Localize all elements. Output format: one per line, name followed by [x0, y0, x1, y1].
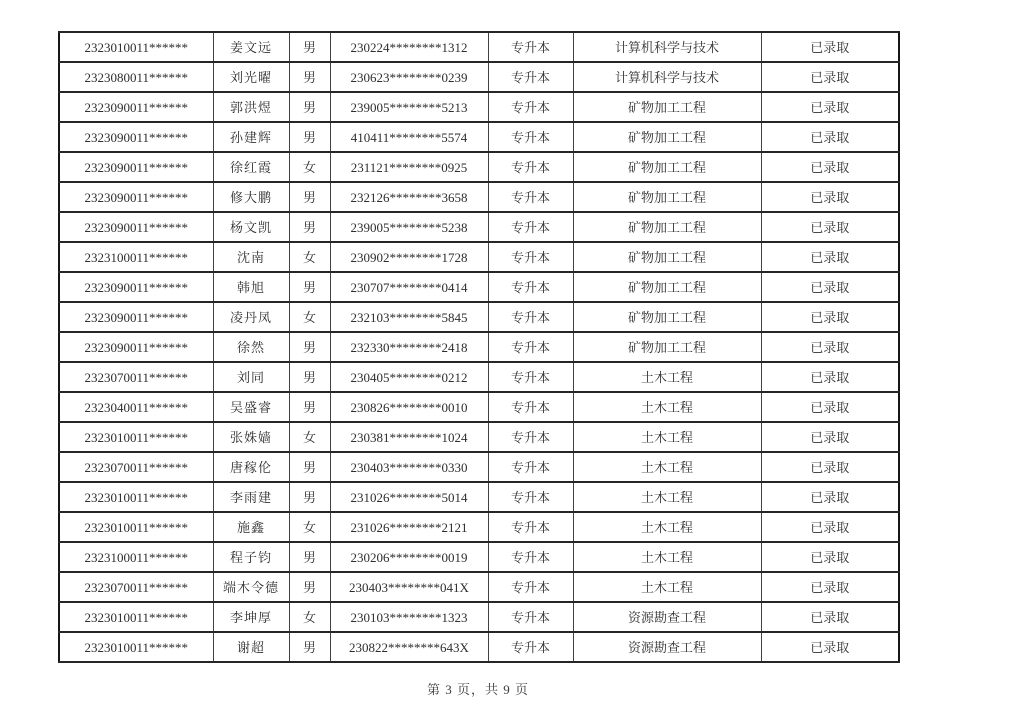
cell-exam-type: 专升本 — [488, 182, 573, 212]
cell-status: 已录取 — [761, 182, 899, 212]
cell-status: 已录取 — [761, 512, 899, 542]
cell-name: 刘光曜 — [213, 62, 289, 92]
cell-exam-type: 专升本 — [488, 122, 573, 152]
cell-gender: 男 — [289, 272, 330, 302]
cell-status: 已录取 — [761, 452, 899, 482]
cell-student-id: 2323010011****** — [59, 602, 213, 632]
page-indicator: 第 3 页，共 9 页 — [426, 682, 529, 697]
cell-exam-type: 专升本 — [488, 422, 573, 452]
cell-gender: 男 — [289, 572, 330, 602]
cell-id-card: 230206********0019 — [330, 542, 488, 572]
cell-major: 土木工程 — [573, 362, 761, 392]
cell-gender: 女 — [289, 302, 330, 332]
cell-student-id: 2323010011****** — [59, 482, 213, 512]
cell-status: 已录取 — [761, 122, 899, 152]
cell-id-card: 230822********643X — [330, 632, 488, 662]
cell-id-card: 232126********3658 — [330, 182, 488, 212]
cell-student-id: 2323070011****** — [59, 452, 213, 482]
cell-id-card: 232103********5845 — [330, 302, 488, 332]
cell-exam-type: 专升本 — [488, 482, 573, 512]
cell-status: 已录取 — [761, 332, 899, 362]
cell-student-id: 2323090011****** — [59, 302, 213, 332]
cell-id-card: 239005********5238 — [330, 212, 488, 242]
cell-exam-type: 专升本 — [488, 602, 573, 632]
table-row — [59, 482, 899, 512]
cell-student-id: 2323100011****** — [59, 542, 213, 572]
table-row — [59, 452, 899, 482]
cell-gender: 女 — [289, 512, 330, 542]
cell-gender: 男 — [289, 62, 330, 92]
cell-status: 已录取 — [761, 482, 899, 512]
table-row — [59, 302, 899, 332]
cell-name: 刘同 — [213, 362, 289, 392]
table-row — [59, 362, 899, 392]
cell-gender: 女 — [289, 242, 330, 272]
cell-major: 土木工程 — [573, 452, 761, 482]
cell-major: 计算机科学与技术 — [573, 62, 761, 92]
cell-name: 孙建辉 — [213, 122, 289, 152]
table-row — [59, 602, 899, 632]
cell-student-id: 2323090011****** — [59, 332, 213, 362]
cell-student-id: 2323010011****** — [59, 422, 213, 452]
table-row — [59, 242, 899, 272]
cell-id-card: 410411********5574 — [330, 122, 488, 152]
cell-name: 凌丹凤 — [213, 302, 289, 332]
cell-student-id: 2323080011****** — [59, 62, 213, 92]
cell-status: 已录取 — [761, 302, 899, 332]
cell-gender: 男 — [289, 392, 330, 422]
cell-status: 已录取 — [761, 212, 899, 242]
cell-status: 已录取 — [761, 602, 899, 632]
cell-exam-type: 专升本 — [488, 392, 573, 422]
cell-exam-type: 专升本 — [488, 152, 573, 182]
cell-name: 谢超 — [213, 632, 289, 662]
table-body — [59, 32, 899, 662]
cell-gender: 男 — [289, 362, 330, 392]
cell-major: 矿物加工工程 — [573, 212, 761, 242]
cell-id-card: 239005********5213 — [330, 92, 488, 122]
cell-exam-type: 专升本 — [488, 272, 573, 302]
page-footer — [58, 679, 898, 698]
table-row — [59, 632, 899, 662]
cell-name: 唐稼伦 — [213, 452, 289, 482]
cell-status: 已录取 — [761, 362, 899, 392]
cell-gender: 女 — [289, 602, 330, 632]
cell-status: 已录取 — [761, 392, 899, 422]
table-row — [59, 422, 899, 452]
table-row — [59, 62, 899, 92]
cell-major: 土木工程 — [573, 482, 761, 512]
cell-status: 已录取 — [761, 32, 899, 62]
cell-id-card: 230405********0212 — [330, 362, 488, 392]
cell-exam-type: 专升本 — [488, 362, 573, 392]
cell-id-card: 230826********0010 — [330, 392, 488, 422]
cell-status: 已录取 — [761, 242, 899, 272]
cell-name: 姜文远 — [213, 32, 289, 62]
table-row — [59, 572, 899, 602]
cell-name: 李雨建 — [213, 482, 289, 512]
table-row — [59, 182, 899, 212]
cell-gender: 男 — [289, 32, 330, 62]
cell-major: 土木工程 — [573, 422, 761, 452]
cell-id-card: 231026********2121 — [330, 512, 488, 542]
cell-gender: 男 — [289, 122, 330, 152]
cell-id-card: 232330********2418 — [330, 332, 488, 362]
cell-student-id: 2323090011****** — [59, 152, 213, 182]
cell-major: 矿物加工工程 — [573, 242, 761, 272]
cell-name: 李坤厚 — [213, 602, 289, 632]
cell-status: 已录取 — [761, 632, 899, 662]
cell-major: 资源勘查工程 — [573, 602, 761, 632]
cell-exam-type: 专升本 — [488, 572, 573, 602]
table-row — [59, 32, 899, 62]
cell-major: 矿物加工工程 — [573, 182, 761, 212]
cell-student-id: 2323100011****** — [59, 242, 213, 272]
cell-id-card: 230623********0239 — [330, 62, 488, 92]
cell-exam-type: 专升本 — [488, 92, 573, 122]
cell-id-card: 230403********041X — [330, 572, 488, 602]
cell-name: 韩旭 — [213, 272, 289, 302]
cell-exam-type: 专升本 — [488, 332, 573, 362]
cell-status: 已录取 — [761, 572, 899, 602]
cell-name: 徐然 — [213, 332, 289, 362]
cell-name: 施鑫 — [213, 512, 289, 542]
cell-id-card: 230381********1024 — [330, 422, 488, 452]
cell-student-id: 2323070011****** — [59, 362, 213, 392]
cell-exam-type: 专升本 — [488, 242, 573, 272]
cell-status: 已录取 — [761, 422, 899, 452]
cell-student-id: 2323010011****** — [59, 32, 213, 62]
table-row — [59, 392, 899, 422]
cell-gender: 男 — [289, 332, 330, 362]
cell-id-card: 230103********1323 — [330, 602, 488, 632]
cell-exam-type: 专升本 — [488, 632, 573, 662]
cell-name: 修大鹏 — [213, 182, 289, 212]
cell-student-id: 2323090011****** — [59, 272, 213, 302]
cell-gender: 女 — [289, 422, 330, 452]
cell-gender: 男 — [289, 542, 330, 572]
cell-student-id: 2323090011****** — [59, 182, 213, 212]
cell-status: 已录取 — [761, 92, 899, 122]
cell-gender: 女 — [289, 152, 330, 182]
cell-name: 沈南 — [213, 242, 289, 272]
cell-status: 已录取 — [761, 62, 899, 92]
cell-name: 吴盛睿 — [213, 392, 289, 422]
cell-gender: 男 — [289, 212, 330, 242]
cell-major: 矿物加工工程 — [573, 332, 761, 362]
cell-student-id: 2323070011****** — [59, 572, 213, 602]
cell-exam-type: 专升本 — [488, 512, 573, 542]
cell-major: 矿物加工工程 — [573, 302, 761, 332]
table-row — [59, 152, 899, 182]
cell-gender: 男 — [289, 92, 330, 122]
cell-major: 计算机科学与技术 — [573, 32, 761, 62]
cell-name: 程子钧 — [213, 542, 289, 572]
cell-gender: 男 — [289, 632, 330, 662]
cell-student-id: 2323010011****** — [59, 512, 213, 542]
table-row — [59, 122, 899, 152]
cell-major: 土木工程 — [573, 392, 761, 422]
cell-gender: 男 — [289, 182, 330, 212]
cell-major: 矿物加工工程 — [573, 272, 761, 302]
cell-gender: 男 — [289, 482, 330, 512]
cell-student-id: 2323010011****** — [59, 632, 213, 662]
cell-name: 郭洪煜 — [213, 92, 289, 122]
table-row — [59, 212, 899, 242]
cell-exam-type: 专升本 — [488, 542, 573, 572]
cell-major: 土木工程 — [573, 542, 761, 572]
cell-exam-type: 专升本 — [488, 212, 573, 242]
cell-exam-type: 专升本 — [488, 62, 573, 92]
cell-id-card: 231026********5014 — [330, 482, 488, 512]
cell-major: 矿物加工工程 — [573, 122, 761, 152]
cell-id-card: 231121********0925 — [330, 152, 488, 182]
cell-exam-type: 专升本 — [488, 302, 573, 332]
cell-major: 矿物加工工程 — [573, 92, 761, 122]
cell-status: 已录取 — [761, 272, 899, 302]
cell-major: 资源勘查工程 — [573, 632, 761, 662]
cell-student-id: 2323090011****** — [59, 122, 213, 152]
cell-major: 矿物加工工程 — [573, 152, 761, 182]
cell-major: 土木工程 — [573, 572, 761, 602]
cell-major: 土木工程 — [573, 512, 761, 542]
cell-id-card: 230707********0414 — [330, 272, 488, 302]
cell-exam-type: 专升本 — [488, 32, 573, 62]
cell-name: 端木令德 — [213, 572, 289, 602]
cell-student-id: 2323090011****** — [59, 212, 213, 242]
cell-status: 已录取 — [761, 152, 899, 182]
cell-name: 杨文凯 — [213, 212, 289, 242]
cell-status: 已录取 — [761, 542, 899, 572]
table-row — [59, 272, 899, 302]
table-row — [59, 542, 899, 572]
cell-name: 徐红霞 — [213, 152, 289, 182]
cell-name: 张姝嫱 — [213, 422, 289, 452]
table-row — [59, 512, 899, 542]
cell-student-id: 2323040011****** — [59, 392, 213, 422]
cell-gender: 男 — [289, 452, 330, 482]
table-row — [59, 92, 899, 122]
cell-exam-type: 专升本 — [488, 452, 573, 482]
cell-id-card: 230224********1312 — [330, 32, 488, 62]
cell-id-card: 230403********0330 — [330, 452, 488, 482]
cell-id-card: 230902********1728 — [330, 242, 488, 272]
admission-table — [58, 31, 900, 663]
table-row — [59, 332, 899, 362]
cell-student-id: 2323090011****** — [59, 92, 213, 122]
